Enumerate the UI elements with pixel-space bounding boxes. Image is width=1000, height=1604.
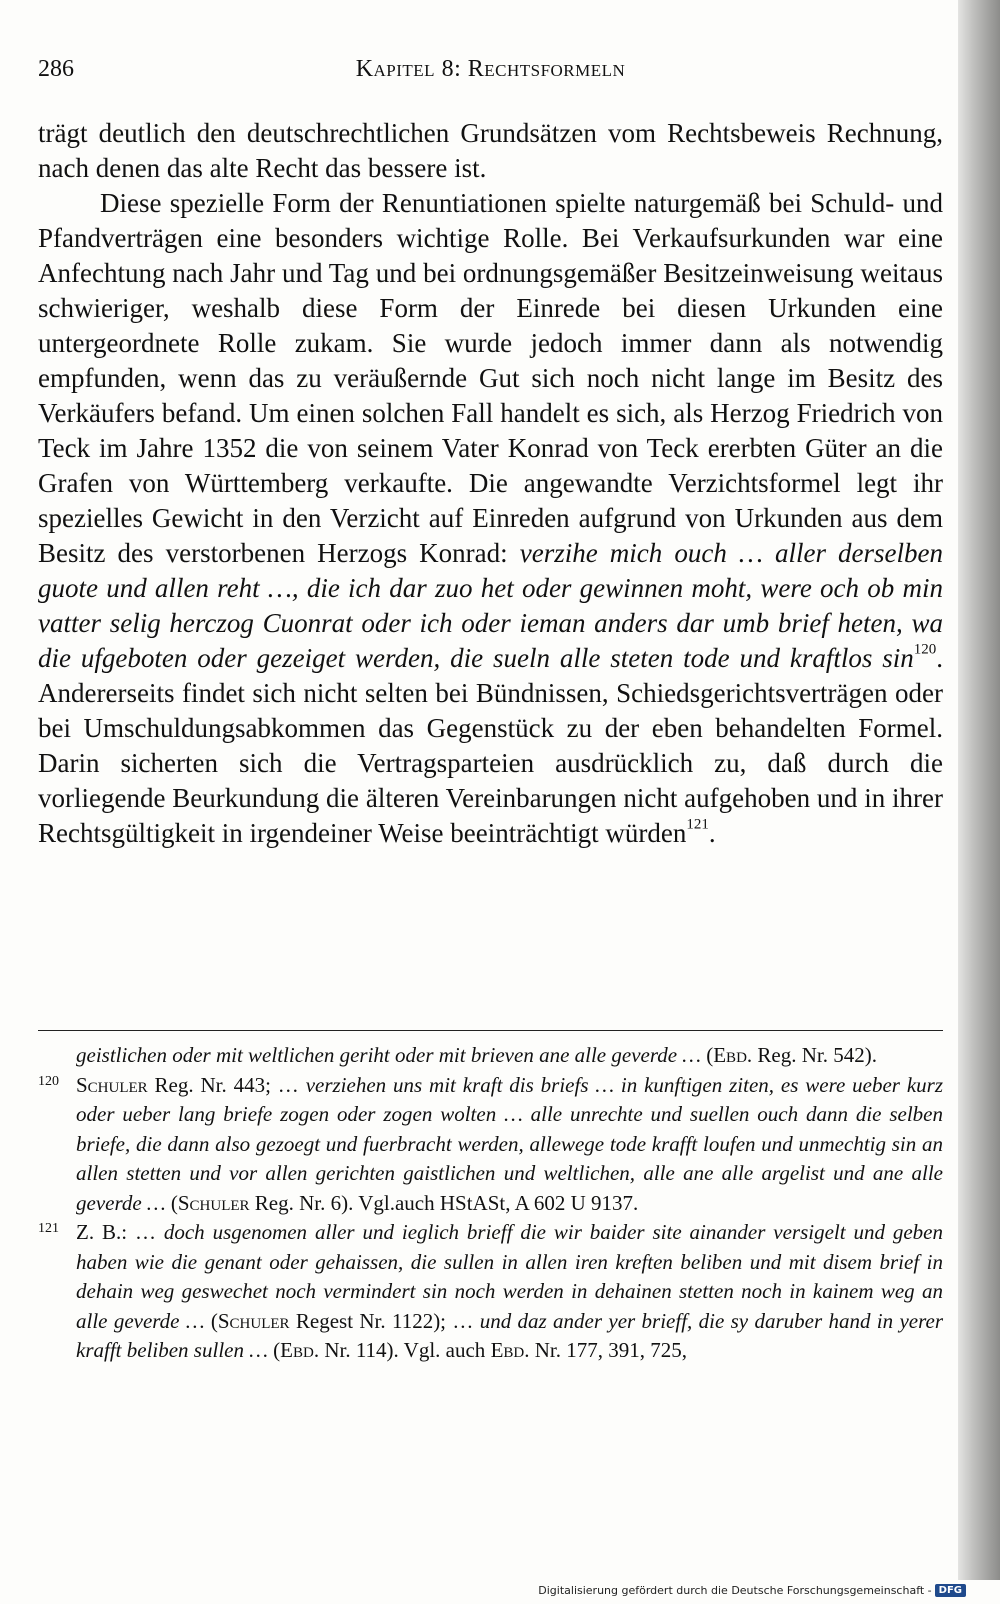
footnote-quote: und daz ander yer brieff, die sy daruber hand in yerer krafft beliben sullen …: [76, 1308, 943, 1362]
footnote-text: Regest Nr. 1122); …: [289, 1308, 480, 1333]
dfg-logo: DFG: [935, 1584, 966, 1597]
main-text: [38, 116, 943, 851]
paragraph-2-end: .: [708, 818, 716, 848]
citation-ebd: Ebd.: [490, 1338, 530, 1362]
footnote-text: Nr. 177, 391, 725,: [529, 1338, 687, 1362]
footnote-quote: doch usgenomen aller und ieglich brieff die wir baider site ainander versigelt und geben haben wie die genant oder gehaissen, die sullen in allen iren kreften beliben und mit disem brief in dehain weg geswechet noch vermindert sin noch werden in dehainen stetten noch in kainem weg an alle geverde …: [76, 1220, 944, 1333]
paragraph-1: [38, 116, 943, 186]
citation-ebd: Ebd.: [280, 1338, 320, 1362]
footnote-text: (: [165, 1190, 178, 1215]
footnote-text: (: [700, 1043, 714, 1067]
footnote-ref-121[interactable]: 121: [686, 816, 709, 833]
citation-author: Schuler: [217, 1308, 290, 1333]
page-number: 286: [38, 56, 74, 82]
footer-text: Digitalisierung gefördert durch die Deutsche Forschungsgemeinschaft -: [538, 1583, 932, 1597]
footnote-text: Reg. Nr. 443; …: [147, 1072, 306, 1097]
citation-author: Schuler: [177, 1190, 250, 1215]
paragraph-1-text: trägt deutlich den deutschrechtlichen Grundsätzen vom Rechtsbeweis Rechnung, nach denen das alte Recht das bessere ist.: [38, 118, 943, 183]
footnote-text: Nr. 114). Vgl. auch: [319, 1338, 491, 1362]
quotation: verzihe mich ouch … aller derselben guote und allen reht …, die ich dar zuo het oder gewinnen moht, were och ob min vatter selig herczog Cuonrat oder ich oder ieman anders dar umb brief heten, wa die ufgeboten oder gezeiget werden, die sueln alle steten tode und kraftlos sin: [38, 538, 943, 673]
footnote-ref-120[interactable]: 120: [913, 641, 937, 658]
footnotes: [38, 1041, 943, 1366]
footnote-text: Reg. Nr. 542).: [752, 1043, 877, 1067]
page-header: [38, 56, 943, 90]
paragraph-2-text: Diese spezielle Form der Renuntiationen spielte naturgemäß bei Schuld- und Pfandverträgen eine besonders wichtige Rolle. Bei Verkaufsurkunden war eine Anfechtung nach Jahr und Tag und bei ordnungsgemäßer Besitzeinweisung weitaus schwieriger, weshalb diese Form der Einrede bei diesen Urkunden eine untergeordnete Rolle zukam. Sie wurde jedoch immer dann als notwendig empfunden, wenn das zu veräußernde Gut sich noch nicht lange im Besitz des Verkäufers befand. Um einen solchen Fall handelt es sich, als Herzog Friedrich von Teck im Jahre 1352 die von seinem Vater Konrad von Teck ererbten Güter an die Grafen von Württemberg verkaufte. Die angewandte Verzichtsformel legt ihr spezielles Gewicht in den Verzicht auf Einreden aufgrund von Urkunden aus dem Besitz des verstorbenen Herzogs Konrad:: [38, 188, 943, 568]
footnote-text: Z. B.: …: [76, 1220, 164, 1244]
footnote-continuation: [38, 1041, 943, 1071]
footnote-text: Reg. Nr. 6). Vgl.auch HStASt, A 602 U 9137.: [249, 1190, 639, 1215]
footnote-120: [38, 1071, 943, 1219]
footnote-rule: [38, 1030, 943, 1031]
footnote-number: 121: [38, 1221, 59, 1236]
footnote-quote: geistlichen oder mit weltlichen geriht oder mit brieven ane alle geverde …: [76, 1043, 701, 1067]
paragraph-2: [38, 186, 943, 851]
citation-ebd: Ebd.: [713, 1043, 753, 1067]
footnote-text: (: [204, 1308, 218, 1333]
footnote-text: (: [267, 1338, 281, 1362]
paragraph-2-continuation: . Andererseits findet sich nicht selten bei Bündnissen, Schiedsgerichtsverträgen oder bei Umschuldungsabkommen das Gegenstück zu der eben behandelten Formel. Darin sicherten sich die Vertragsparteien ausdrücklich zu, daß durch die vorliegende Beurkundung die älteren Vereinbarungen nicht aufgehoben und in ihrer Rechtsgültigkeit in irgendeiner Weise beeinträchtigt würden: [38, 643, 943, 848]
digitization-footer: [538, 1581, 966, 1599]
running-head: Kapitel 8: Rechtsformeln: [355, 56, 626, 82]
footnote-quote: verziehen uns mit kraft dis briefs … in kunftigen ziten, es were ueber kurz oder ueber lang briefe zogen oder zogen wolten … alle unrechte und suellen ouch dann die selben briefe, die dann also gezoegt und fuerbracht werden, allewege tode krafft loufen und unmechtig sin an allen stetten und vor allen gerichten gaistlichen und weltlichen, alle ane alle argelist und ane alle geverde …: [76, 1072, 943, 1215]
footnote-121: [38, 1218, 943, 1366]
citation-author: Schuler: [76, 1072, 148, 1097]
footnote-number: 120: [38, 1073, 59, 1089]
page-gutter-shadow: [958, 0, 1000, 1580]
